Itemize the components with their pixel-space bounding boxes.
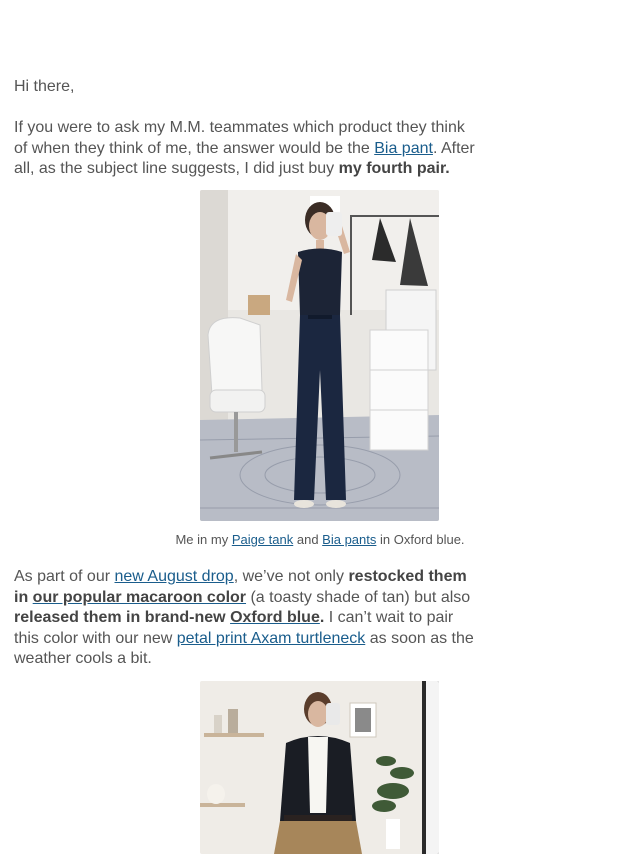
intro-text-1: If you were to ask my M.M. teammates which product they think of when they think of me, the answer would be the	[14, 119, 465, 157]
caption-text-1: Me in my	[175, 532, 232, 547]
photo-caption	[0, 532, 640, 548]
bia-pants-link[interactable]: Bia pants	[322, 532, 377, 547]
drop-bold-1: restocked them in	[14, 568, 467, 606]
intro-text-2: . After all, as the subject line suggests, I did just buy	[14, 139, 475, 177]
drop-paragraph	[14, 567, 478, 670]
macaroon-color-label: our popular macaroon color	[32, 588, 247, 606]
caption-text-2: and	[293, 532, 323, 547]
drop-text-5: as soon as the weather cools a bit.	[14, 629, 474, 667]
intro-paragraph	[14, 118, 478, 180]
product-photo-macaroon[interactable]	[200, 681, 439, 854]
drop-bold-3: .	[319, 609, 325, 626]
drop-text-3: (a toasty shade of tan) but also	[246, 588, 471, 606]
product-photo-bia-pants[interactable]	[200, 190, 439, 521]
intro-bold: my fourth pair.	[338, 160, 450, 177]
greeting-text: Hi there,	[14, 78, 75, 95]
paige-tank-link[interactable]: Paige tank	[231, 532, 294, 547]
photo-illustration-2	[200, 681, 439, 854]
bia-pant-link[interactable]: Bia pant	[374, 139, 433, 157]
drop-text-2: , we’ve not only	[233, 568, 349, 585]
drop-bold-2: released them in brand-new	[14, 609, 231, 626]
macaroon-color-link[interactable]	[33, 589, 246, 606]
oxford-blue-link[interactable]	[230, 609, 320, 626]
caption-text-3: in Oxford blue.	[376, 532, 465, 547]
drop-text-1: As part of our	[14, 568, 115, 585]
oxford-blue-label: Oxford blue	[230, 609, 320, 626]
drop-text-4: I can’t wait to pair this color with our new	[14, 609, 454, 647]
axam-turtleneck-link[interactable]: petal print Axam turtleneck	[176, 629, 366, 647]
photo-illustration-1	[200, 190, 439, 521]
august-drop-link[interactable]: new August drop	[114, 568, 234, 585]
